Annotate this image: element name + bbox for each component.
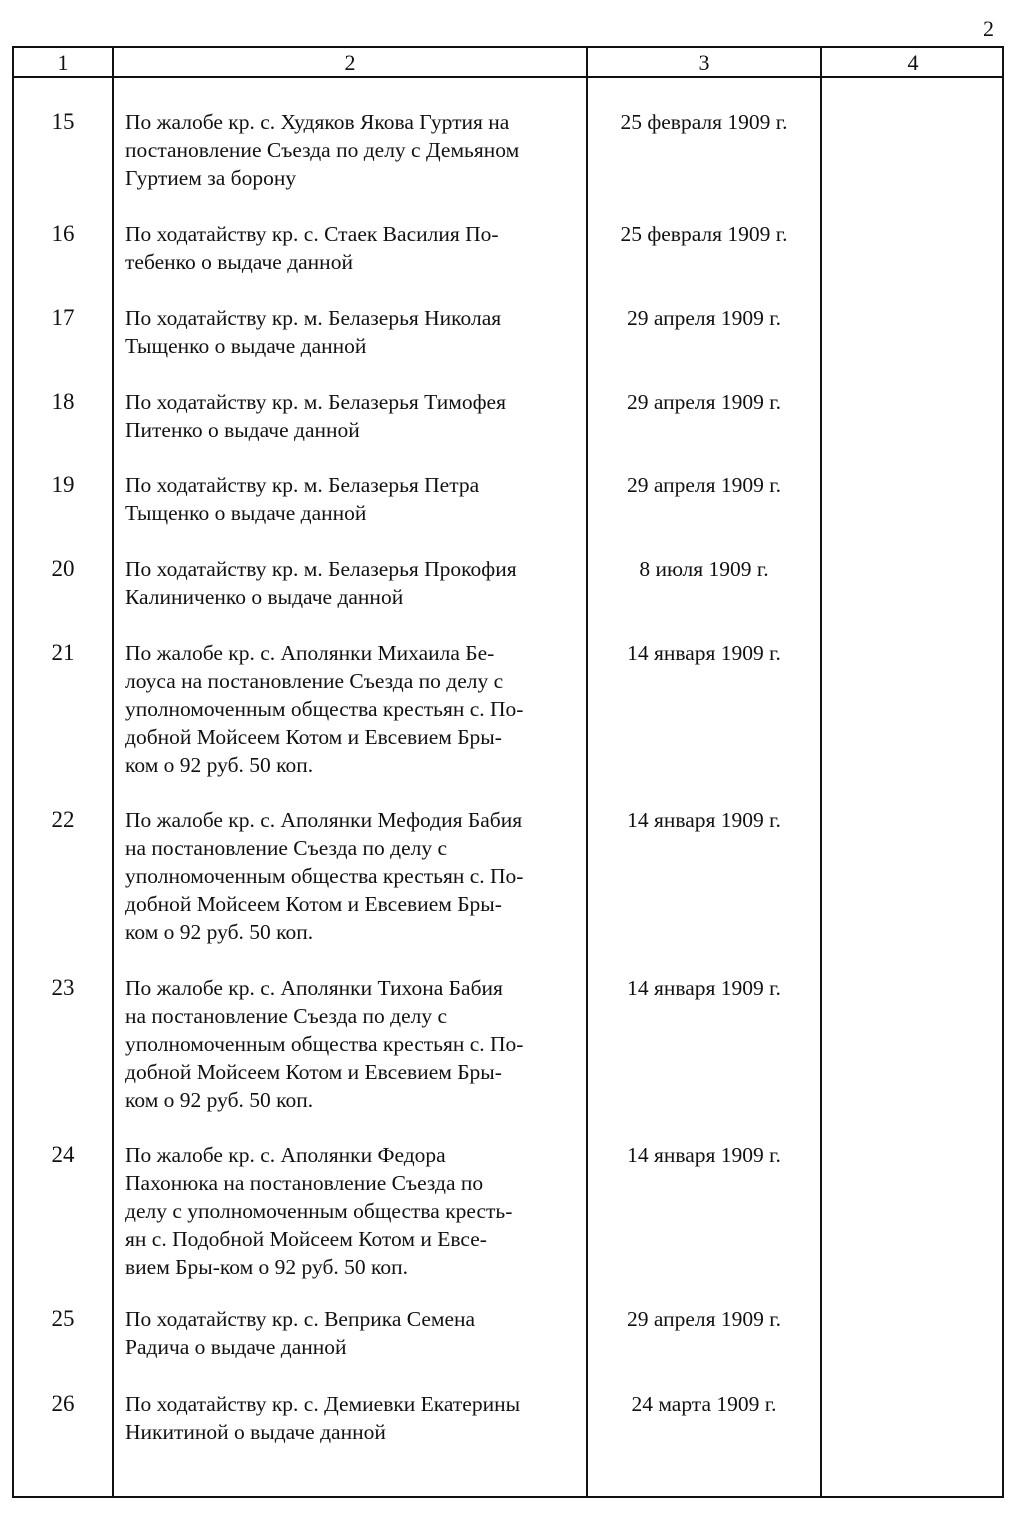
entry-date: 14 января 1909 г.: [627, 808, 781, 832]
table-header-row: [14, 48, 1002, 78]
records-table: [12, 46, 1004, 1498]
entry-date: 29 апреля 1909 г.: [626, 473, 782, 497]
entry-description: По ходатайству кр. м. Белазерья Петра Тыщенко о выдаче данной: [125, 473, 480, 525]
entry-number: 21: [51, 640, 75, 665]
entry-date: 24 марта 1909 г.: [631, 1392, 777, 1416]
entry-date: 14 января 1909 г.: [627, 641, 781, 665]
entry-description: По жалобе кр. с. Аполянки Мефодия Бабия на постановление Съезда по делу с уполномоченным общества крестьян с. По- добной Мойсеем Котом и Евсевием Бры- ком о 92 руб. 50 коп.: [125, 808, 524, 944]
entry-date: 29 апреля 1909 г.: [626, 390, 782, 414]
entry-description: По ходатайству кр. с. Стаек Василия По- тебенко о выдаче данной: [125, 222, 499, 274]
entry-number: 16: [51, 221, 75, 246]
entry-description: По ходатайству кр. с. Демиевки Екатерины Никитиной о выдаче данной: [125, 1392, 521, 1444]
entry-number: 18: [51, 389, 75, 414]
entry-date: 25 февраля 1909 г.: [620, 110, 788, 134]
entry-number: 20: [51, 556, 75, 581]
entry-number: 23: [51, 975, 75, 1000]
entry-number: 22: [51, 807, 75, 832]
entry-number: 25: [51, 1306, 75, 1331]
entry-description: По ходатайству кр. м. Белазерья Николая Тыщенко о выдаче данной: [125, 306, 502, 358]
entry-description: По ходатайству кр. м. Белазерья Прокофия Калиниченко о выдаче данной: [125, 557, 517, 609]
entry-description: По ходатайству кр. м. Белазерья Тимофея Питенко о выдаче данной: [125, 390, 506, 442]
column-header-4: 4: [907, 50, 919, 75]
entry-number: 19: [51, 472, 75, 497]
entry-description: По жалобе кр. с. Аполянки Тихона Бабия на постановление Съезда по делу с уполномоченным общества крестьян с. По- добной Мойсеем Котом и Евсевием Бры- ком о 92 руб. 50 коп.: [125, 976, 524, 1112]
entry-number: 24: [51, 1142, 75, 1167]
entry-date: 29 апреля 1909 г.: [626, 306, 782, 330]
column-header-3: 3: [698, 50, 710, 75]
entry-number: 15: [51, 109, 75, 134]
page-number: 2: [983, 16, 994, 41]
entry-date: 8 июля 1909 г.: [639, 557, 769, 581]
column-divider: [820, 48, 822, 1496]
column-divider: [112, 48, 114, 1496]
entry-date: 25 февраля 1909 г.: [620, 222, 788, 246]
entry-description: По ходатайству кр. с. Веприка Семена Радича о выдаче данной: [125, 1307, 476, 1359]
column-header-2: 2: [344, 50, 356, 75]
entry-description: По жалобе кр. с. Аполянки Федора Пахонюка на постановление Съезда по делу с уполномоченным общества кресть- ян с. Подобной Мойсеем Котом и Евсе- вием Бры-ком о 92 руб. 50 коп.: [125, 1143, 513, 1279]
column-divider: [586, 48, 588, 1496]
entry-date: 29 апреля 1909 г.: [626, 1307, 782, 1331]
entry-date: 14 января 1909 г.: [627, 1143, 781, 1167]
column-header-1: 1: [57, 50, 69, 75]
entry-description: По жалобе кр. с. Аполянки Михаила Бе- лоуса на постановление Съезда по делу с уполномоченным общества крестьян с. По- добной Мойсеем Котом и Евсевием Бры- ком о 92 руб. 50 коп.: [125, 641, 524, 777]
entry-description: По жалобе кр. с. Худяков Якова Гуртия на постановление Съезда по делу с Демьяном Гуртием за борону: [125, 110, 520, 190]
entry-number: 17: [51, 305, 75, 330]
entry-date: 14 января 1909 г.: [627, 976, 781, 1000]
entry-number: 26: [51, 1391, 75, 1416]
